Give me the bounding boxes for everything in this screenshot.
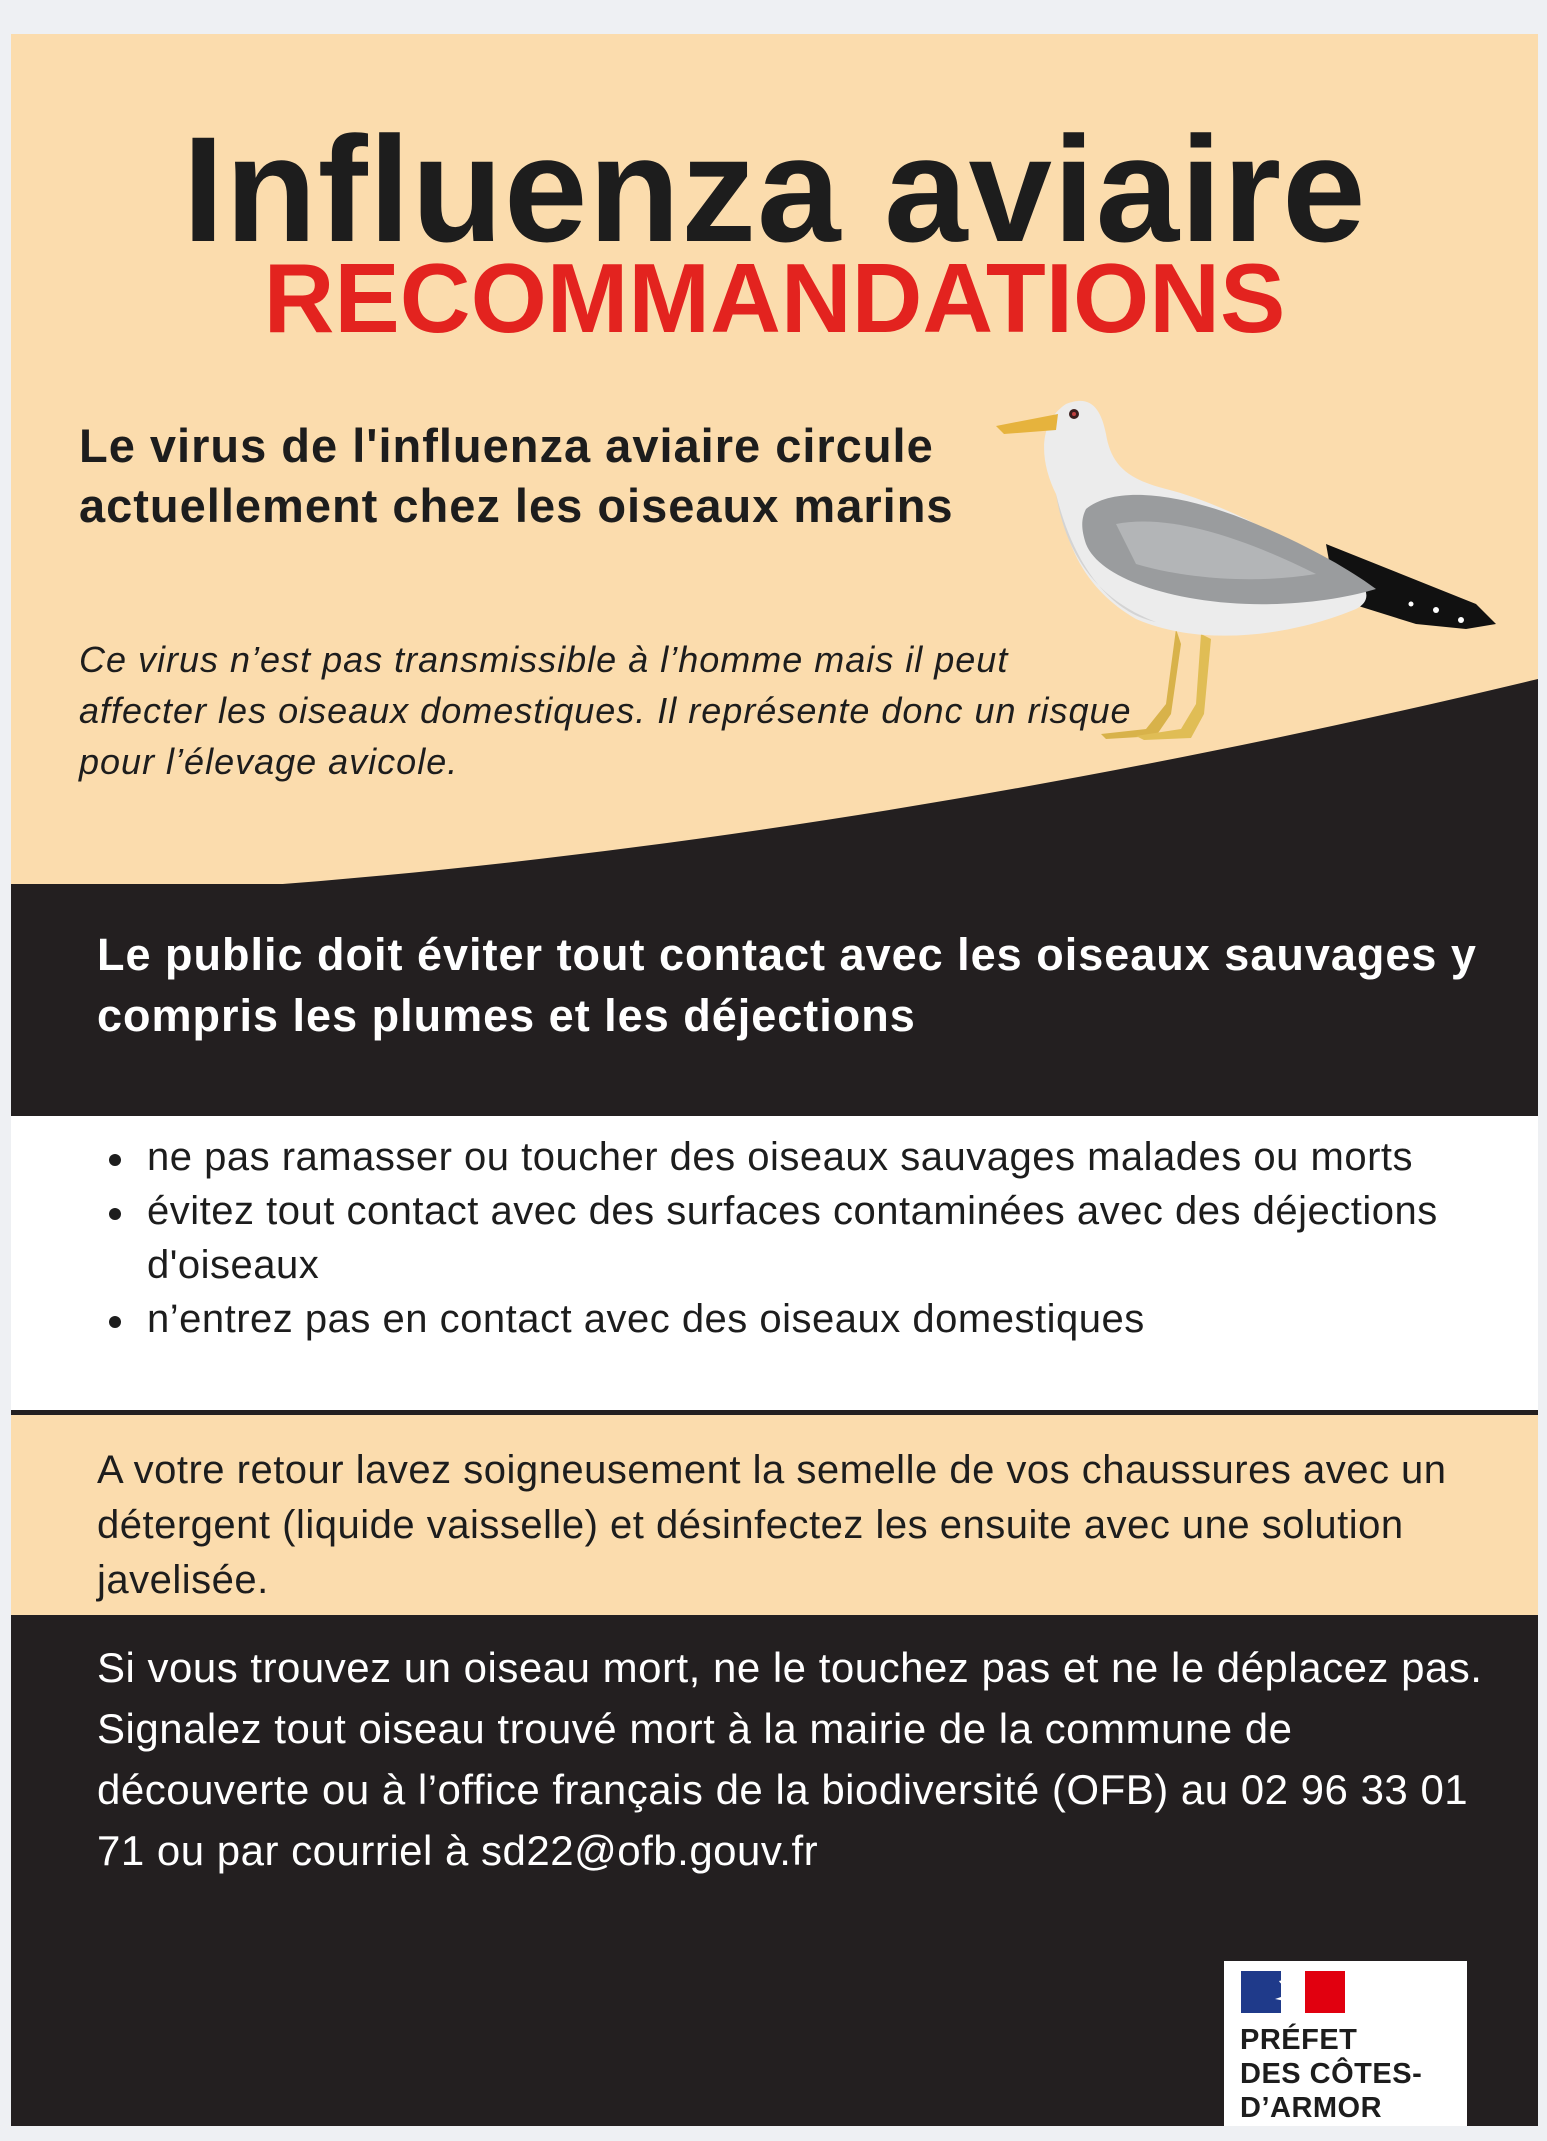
reporting-line-1: Si vous trouvez un oiseau mort, ne le touchez pas et ne le déplacez pas.: [97, 1644, 1483, 1691]
list-item: [107, 1130, 1507, 1184]
poster-subtitle: RECOMMANDATIONS: [263, 243, 1286, 353]
seagull-illustration: [996, 384, 1516, 764]
bullet-icon: [109, 1316, 121, 1328]
intro-heading: Le virus de l'influenza aviaire circule actuellement chez les oiseaux marins: [79, 419, 954, 532]
reporting-band: [11, 1615, 1538, 2126]
washing-band: [11, 1415, 1538, 1615]
french-republic-flag-icon: [1241, 1971, 1345, 2013]
bullet-icon: [109, 1208, 121, 1220]
list-item: [107, 1292, 1507, 1346]
prefet-logo-text: PRÉFET DES CÔTES- D’ARMOR: [1240, 2024, 1423, 2124]
list-item-text: ne pas ramasser ou toucher des oiseaux sauvages malades ou morts: [147, 1135, 1414, 1179]
washing-text: A votre retour lavez soigneusement la semelle de vos chaussures avec un détergent (liquide vaisselle) et désinfectez les ensuite avec une solution javelisée.: [97, 1448, 1447, 1602]
poster-title: Influenza aviaire: [182, 105, 1367, 273]
bullet-icon: [109, 1154, 121, 1166]
poster: [11, 34, 1538, 2126]
recommendations-list: [107, 1130, 1507, 1346]
reporting-text: [97, 1637, 1497, 1881]
intro-text: Ce virus n’est pas transmissible à l’homme mais il peut affecter les oiseaux domestiques. Il représente donc un risque pour l’élevage avicole.: [79, 639, 1132, 782]
recommendations-band: [11, 1116, 1538, 1410]
list-item-text: n’entrez pas en contact avec des oiseaux domestiques: [147, 1297, 1145, 1341]
public-notice-heading: Le public doit éviter tout contact avec les oiseaux sauvages y compris les plumes et les déjections: [97, 929, 1477, 1041]
prefet-logo: [1224, 1961, 1467, 2126]
public-notice-band: [11, 884, 1538, 1116]
list-item-text: évitez tout contact avec des surfaces contaminées avec des déjections d'oiseaux: [147, 1189, 1438, 1287]
list-item: [107, 1184, 1507, 1292]
reporting-line-2: Signalez tout oiseau trouvé mort à la mairie de la commune de découverte ou à l’office français de la biodiversité (OFB) au 02 96 33 01 71 ou par courriel à sd22@ofb.gouv.fr: [97, 1705, 1469, 1874]
